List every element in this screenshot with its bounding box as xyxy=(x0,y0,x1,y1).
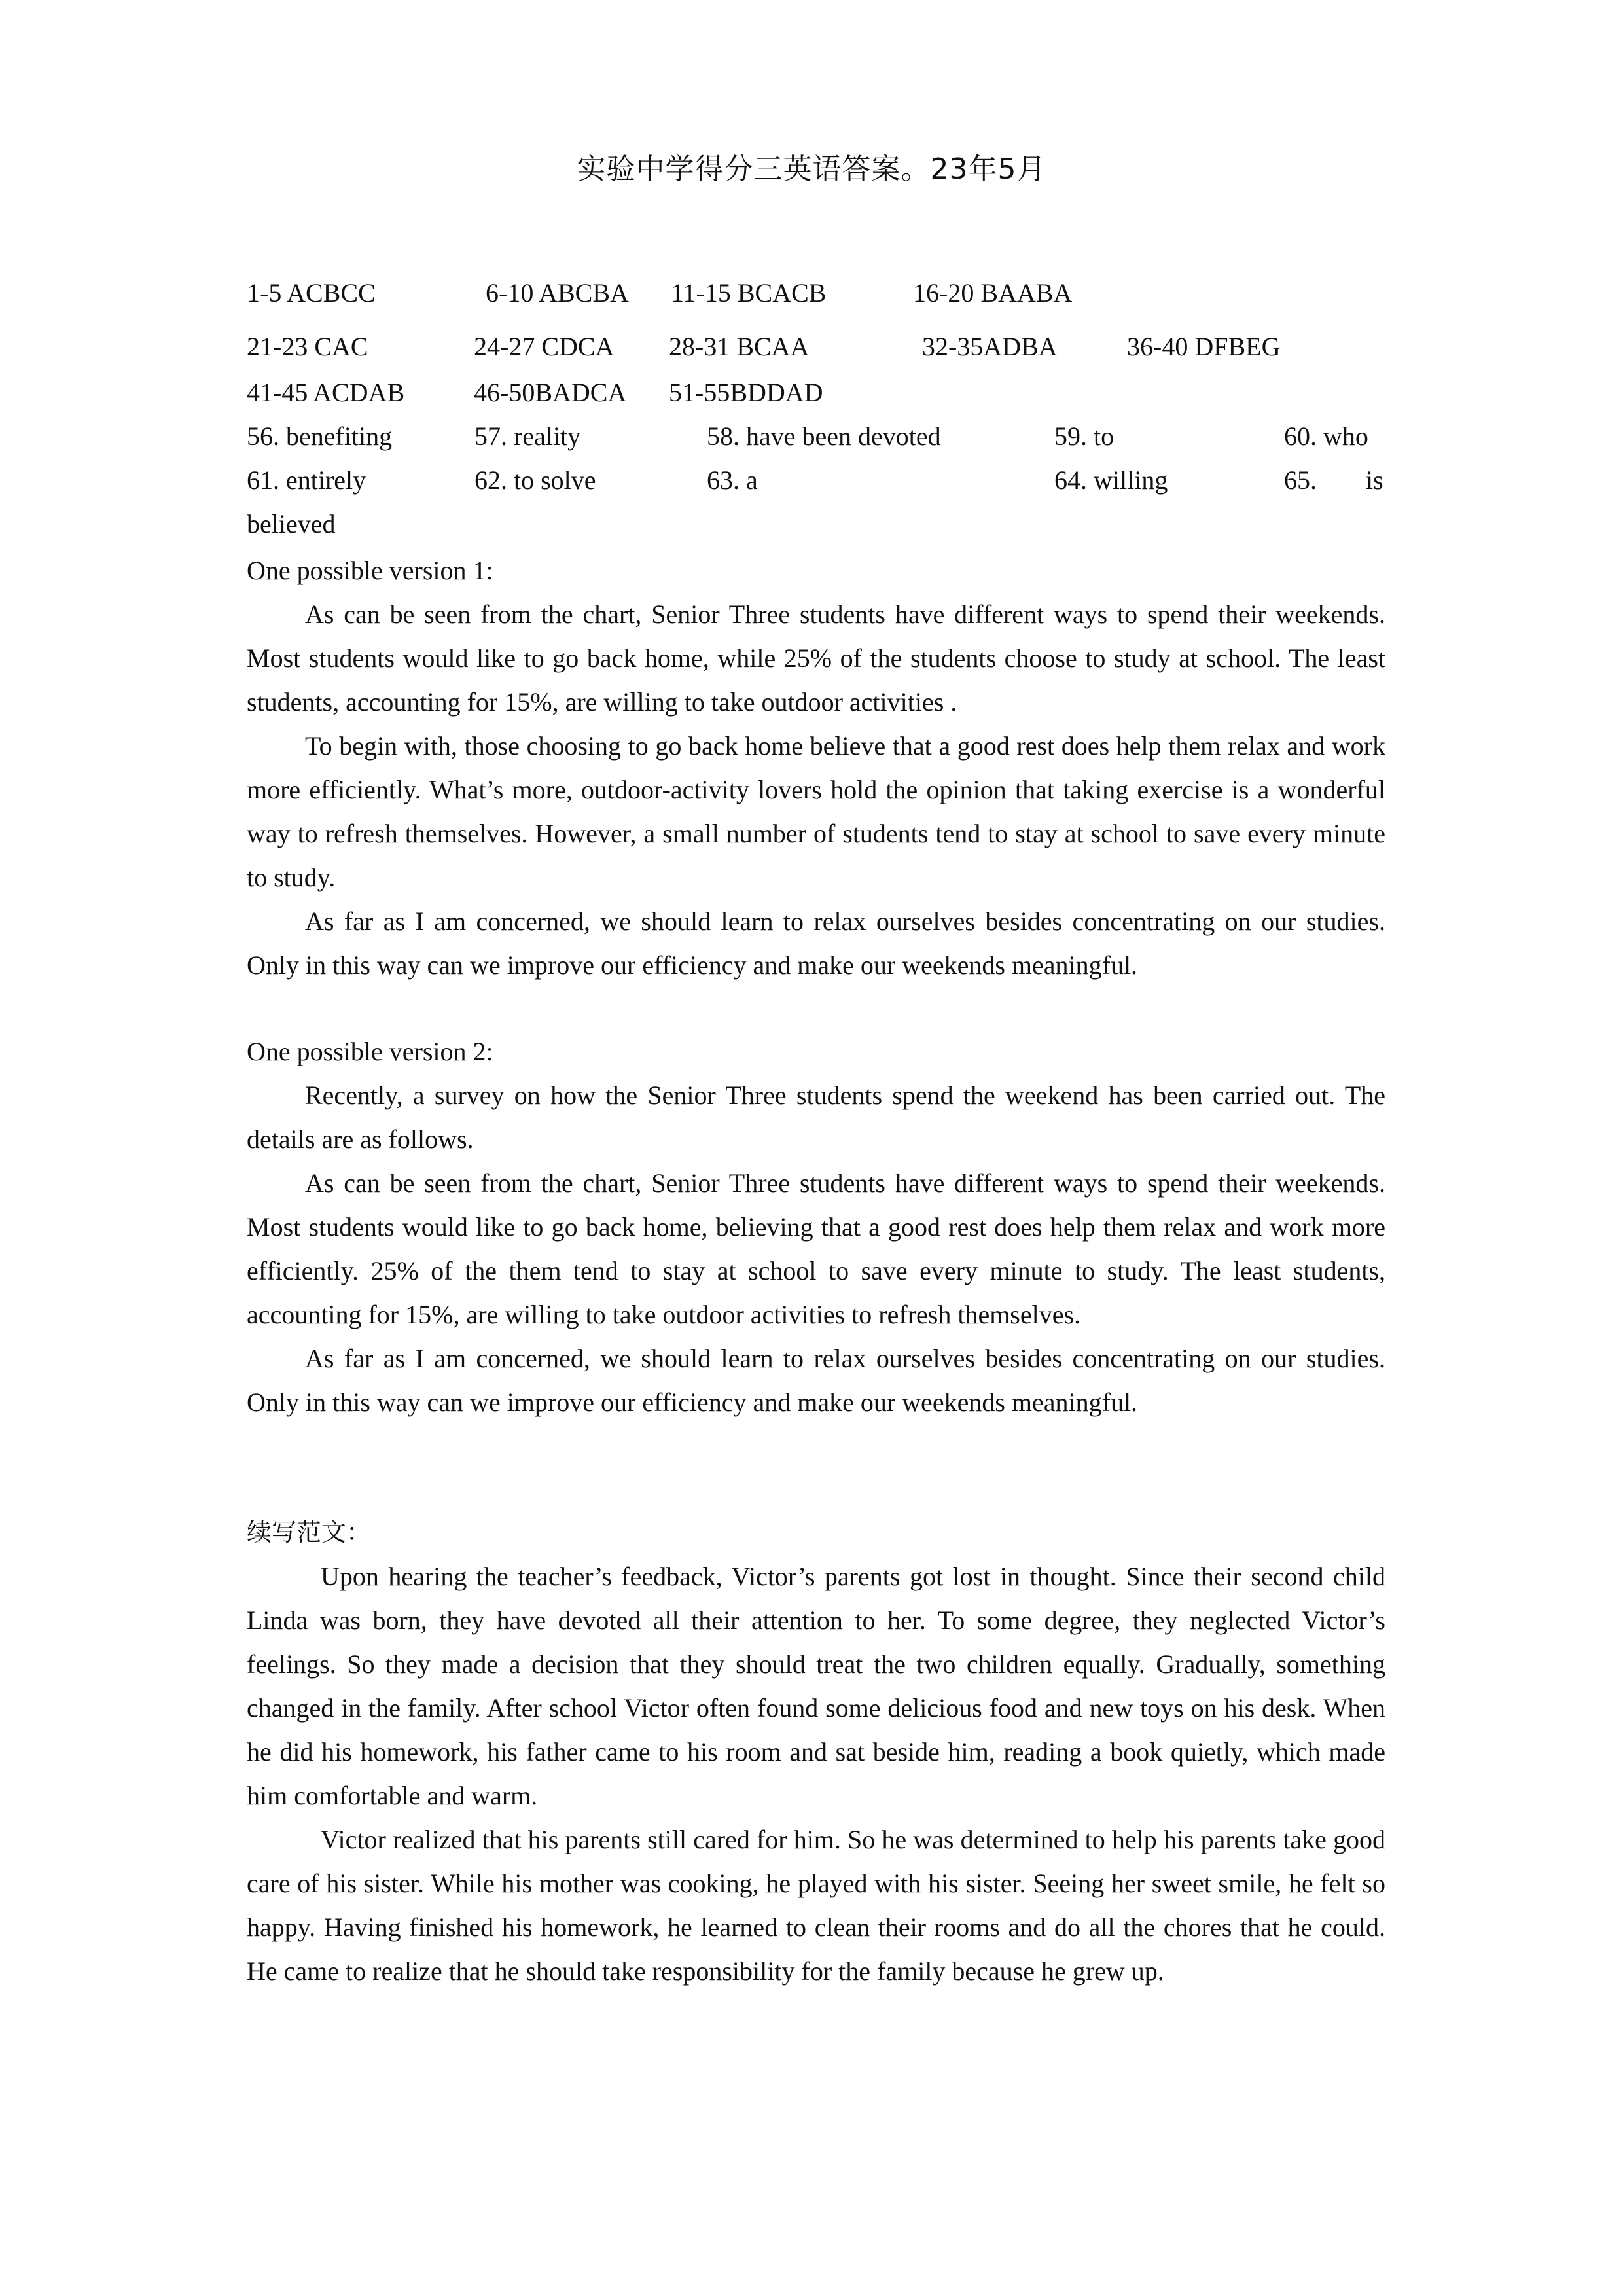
answer-item: 64. willing xyxy=(1054,465,1168,495)
answer-item: 59. to xyxy=(1054,422,1115,451)
answer-row-2 xyxy=(247,327,1385,367)
answer-item: believed xyxy=(247,509,336,539)
answer-item: 41-45 ACDAB xyxy=(247,378,405,407)
answer-item: 65. xyxy=(1284,465,1317,495)
answer-item: 1-5 ACBCC xyxy=(247,278,376,308)
answer-item: 58. have been devoted xyxy=(707,422,941,451)
paragraph: Upon hearing the teacher’s feedback, Victor’s parents got lost in thought. Since their second child Linda was born, they have devoted all their attention to her. To some degree, they neglected Victor’s feelings. So they made a decision that they should treat the two children equally. Gradually, something changed in the family. After school Victor often found some delicious food and new toys on his desk. When he did his homework, his father came to his room and sat beside him, reading a book quietly, which made him comfortable and warm. xyxy=(247,1562,1385,1810)
answer-item: 51-55BDDAD xyxy=(669,378,823,407)
answer-item: is xyxy=(1366,465,1383,495)
version1-label: One possible version 1: xyxy=(247,556,493,585)
paragraph: As far as I am concerned, we should learn to relax ourselves besides concentrating on our studies. Only in this way can we improve our efficiency and make our weekends meaningful. xyxy=(247,906,1385,980)
answer-item: 24-27 CDCA xyxy=(474,332,615,361)
answer-item: 62. to solve xyxy=(474,465,596,495)
paragraph: As far as I am concerned, we should learn to relax ourselves besides concentrating on our studies. Only in this way can we improve our efficiency and make our weekends meaningful. xyxy=(247,1344,1385,1417)
paragraph: As can be seen from the chart, Senior Three students have different ways to spend their weekends. Most students would like to go back home, while 25% of the students choose to study at school. The least students, accounting for 15%, are willing to take outdoor activities . xyxy=(247,600,1385,717)
answer-item: 46-50BADCA xyxy=(474,378,627,407)
answer-row-5 xyxy=(247,461,1385,500)
answer-item: 57. reality xyxy=(474,422,581,451)
answer-item: 36-40 DFBEG xyxy=(1127,332,1281,361)
paragraph: Recently, a survey on how the Senior Three students spend the weekend has been carried out. The details are as follows. xyxy=(247,1081,1385,1154)
answer-item: 60. who xyxy=(1284,422,1368,451)
continuation-body xyxy=(247,1554,1385,1993)
paragraph: To begin with, those choosing to go back home believe that a good rest does help them relax and work more efficiently. What’s more, outdoor-activity lovers hold the opinion that taking exercise is a wonderful way to refresh themselves. However, a small number of students tend to stay at school to save every minute to study. xyxy=(247,731,1385,892)
answer-row-1 xyxy=(247,274,1385,313)
answer-item: 6-10 ABCBA xyxy=(486,278,629,308)
answer-item: 61. entirely xyxy=(247,465,366,495)
answer-item: 16-20 BAABA xyxy=(913,278,1073,308)
answer-item: 21-23 CAC xyxy=(247,332,368,361)
version2-label: One possible version 2: xyxy=(247,1037,493,1066)
answer-item: 32-35ADBA xyxy=(922,332,1058,361)
answer-item: 63. a xyxy=(707,465,758,495)
page-title: 实验中学得分三英语答案。23年5月 xyxy=(577,152,1046,186)
answer-item: 28-31 BCAA xyxy=(669,332,810,361)
version1-body xyxy=(247,592,1385,987)
answer-item: 56. benefiting xyxy=(247,422,393,451)
answer-continuation xyxy=(247,505,1385,544)
continuation-label: 续写范文： xyxy=(247,1518,372,1547)
answer-row-4 xyxy=(247,417,1385,456)
answer-item: 11-15 BCACB xyxy=(671,278,827,308)
paragraph: As can be seen from the chart, Senior Three students have different ways to spend their weekends. Most students would like to go back home, believing that a good rest does help them relax and work more efficiently. 25% of the them tend to stay at school to save every minute to study. The least students, accounting for 15%, are willing to take outdoor activities to refresh themselves. xyxy=(247,1168,1385,1329)
paragraph: Victor realized that his parents still cared for him. So he was determined to help his parents take good care of his sister. While his mother was cooking, he played with his sister. Seeing her sweet smile, he felt so happy. Having finished his homework, he learned to clean their rooms and do all the chores that he could. He came to realize that he should take responsibility for the family because he grew up. xyxy=(247,1825,1385,1986)
version2-body xyxy=(247,1073,1385,1424)
answer-row-3 xyxy=(247,373,1385,412)
